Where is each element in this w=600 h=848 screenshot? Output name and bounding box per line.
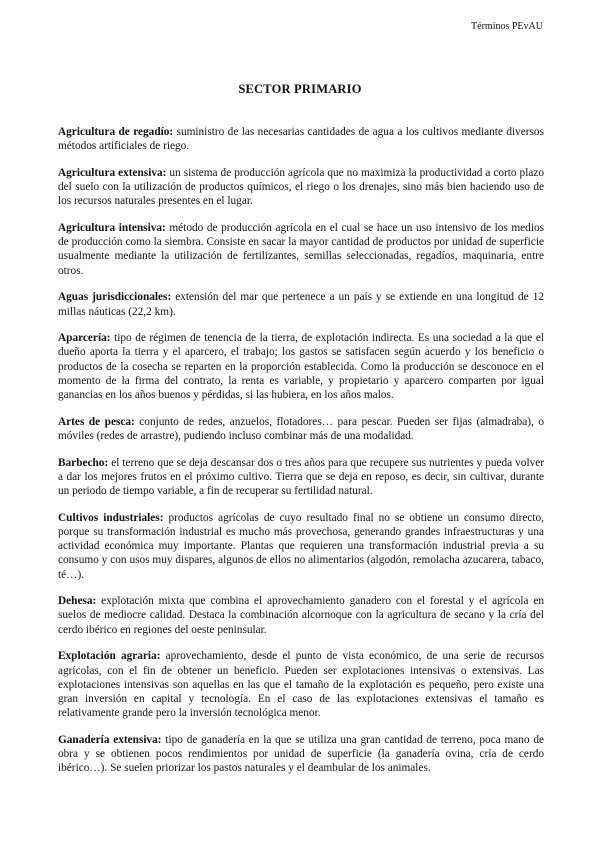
glossary <box>58 125 544 788</box>
page-header: Términos PEvAU <box>471 21 543 32</box>
entry-term: Explotación agraria: <box>58 650 161 663</box>
glossary-entry <box>58 733 544 776</box>
glossary-entry <box>58 125 544 153</box>
entry-definition: tipo de ganadería en la que se utiliza una gran cantidad de terreno, poca mano de obra y se obtienen pocos rendimientos por unidad de superficie (la ganadería ovina, cría de cerdo ibérico…). Se suelen priorizar los pastos naturales y el deambular de los animales. <box>58 733 545 775</box>
glossary-entry <box>58 166 544 209</box>
glossary-entry <box>58 511 544 582</box>
entry-term: Agricultura extensiva: <box>58 166 167 179</box>
glossary-entry <box>58 594 544 637</box>
entry-definition: un sistema de producción agrícola que no maximiza la productividad a corto plazo del suelo con la utilización de productos químicos, el riego o los drenajes, sino más bien haciendo uso de los recursos naturales presentes en el lugar. <box>58 166 545 208</box>
entry-definition: productos agrícolas de cuyo resultado final no se obtiene un consumo directo, porque su transformación industrial es mucho más provechosa, generando grandes infraestructuras y una actividad económica muy importante. Plantas que requieren una transformación industrial previa a su consumo y con usos muy dispares, algunos de ellos no alimentarios (algodón, remolacha azucarera, tabaco, té…). <box>58 511 544 581</box>
glossary-entry <box>58 221 544 278</box>
entry-term: Aparcería: <box>58 332 111 345</box>
entry-term: Cultivos industriales: <box>58 511 164 524</box>
entry-definition: aprovechamiento, desde el punto de vista económico, de una serie de recursos agrícolas, con el fin de obtener un beneficio. Pueden ser explotaciones intensivas o extensivas. Las explotaciones intensivas son aquellas en las que el tamaño de la explotación es pequeño, pero existe una gran inversión en capital y tecnología. En el caso de las explotaciones extensivas el tamaño es relativamente grande pero la inversión tecnológica menor. <box>58 650 544 720</box>
entry-definition: tipo de régimen de tenencia de la tierra, de explotación indirecta. Es una sociedad a la que el dueño aporta la tierra y el aparcero, el trabajo; los gastos se satisfacen según acuerdo y los beneficio o productos de la cosecha se reparten en la proporción establecida. Como la producción se desconoce en el momento de la firma del contrato, la renta es variable, y propietario y aparcero comparten por igual ganancias en los años buenos y pérdidas, si las hubiera, en los años malos. <box>58 332 544 402</box>
entry-term: Aguas jurisdiccionales: <box>58 291 172 304</box>
entry-definition: el terreno que se deja descansar dos o tres años para que recupere sus nutrientes y pueda volver a dar los mejores frutos en el próximo cultivo. Tierra que se deja en reposo, es decir, sin cultivar, durante un periodo de tiempo variable, a fin de recuperar su fertilidad natural. <box>58 456 545 498</box>
entry-term: Barbecho: <box>58 456 109 469</box>
glossary-entry <box>58 456 544 499</box>
entry-definition: suministro de las necesarias cantidades de agua a los cultivos mediante diversos métodos artificiales de riego. <box>58 126 544 153</box>
glossary-entry <box>58 290 544 318</box>
page-title: SECTOR PRIMARIO <box>238 82 362 96</box>
entry-term: Artes de pesca: <box>58 415 135 428</box>
entry-definition: extensión del mar que pertenece a un país y se extiende en una longitud de 12 millas náuticas (22,2 km). <box>58 291 545 318</box>
glossary-entry <box>58 331 544 402</box>
entry-term: Agricultura intensiva: <box>58 222 166 235</box>
entry-definition: conjunto de redes, anzuelos, flotadores… para pescar. Pueden ser fijas (almadraba), o móviles (redes de arrastre), pudiendo incluso combinar más de una modalidad. <box>58 415 544 442</box>
entry-term: Dehesa: <box>58 595 97 608</box>
entry-term: Ganadería extensiva: <box>58 733 162 746</box>
entry-definition: método de producción agrícola en el cual se hace un uso intensivo de los medios de producción como la siembra. Consiste en sacar la mayor cantidad de productos por unidad de superficie usualmente mediante la utilización de fertilizantes, semillas seleccionadas, regadíos, maquinaria, entre otros. <box>58 222 544 277</box>
glossary-entry <box>58 649 544 720</box>
entry-definition: explotación mixta que combina el aprovechamiento ganadero con el forestal y el agrícola en suelos de mediocre calidad. Destaca la combinación alcornoque con la agricultura de secano y la cría del cerdo ibérico en regiones del oeste peninsular. <box>58 595 544 636</box>
entry-term: Agricultura de regadío: <box>58 126 174 138</box>
glossary-entry <box>58 415 544 443</box>
